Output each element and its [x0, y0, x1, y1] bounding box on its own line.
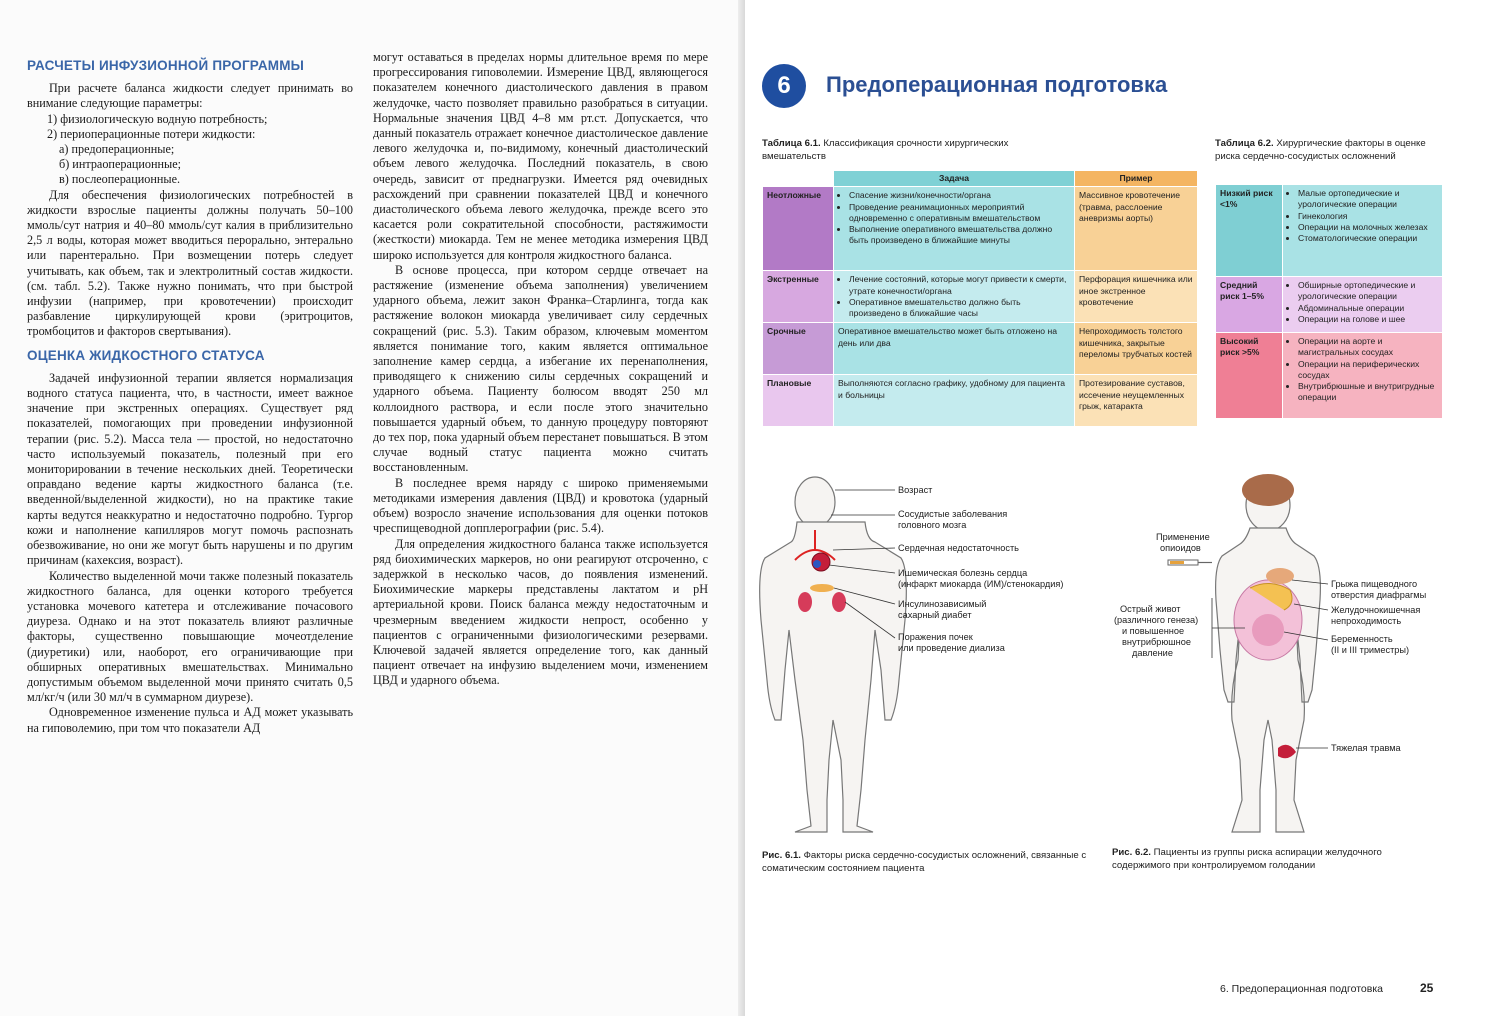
section-heading-fluid-status: ОЦЕНКА ЖИДКОСТНОГО СТАТУСА: [27, 347, 265, 363]
paragraph: Одновременное изменение пульса и АД может указывать на гиповолемию, при том что показатели АД: [27, 705, 353, 735]
table-header-task: Задача: [834, 171, 1075, 187]
table-surgical-risk-factors: [1215, 184, 1443, 419]
label-pregnancy: Беременность: [1331, 634, 1393, 644]
label-cerebrovascular: Сосудистые заболевания: [898, 509, 1008, 519]
label-kidney: Поражения почек: [898, 632, 973, 642]
chapter-number-badge: 6: [762, 64, 806, 108]
table-cell: • Операции на аорте и магистральных сосудах • Операции на периферических сосудах • Внутрибрюшные и внутригрудные операции: [1283, 333, 1443, 419]
table-cell: Протезирование суставов, иссечение неущемленных грыж, катаракта: [1075, 375, 1198, 427]
table-cell: • Обширные ортопедические и урологические операции • Абдоминальные операции • Операции на голове и шее: [1283, 277, 1443, 333]
label-acute-abdomen-5: давление: [1132, 648, 1173, 658]
paragraph: В последнее время наряду с широко применяемыми методиками измерения давления (ЦВД) и кровотока (ударный объем) возросло значение использования для оценки потоков чреспищеводной допплерографии (рис. 5.4).: [373, 475, 708, 536]
table-cell: Выполняются согласно графику, удобному для пациента и больницы: [834, 375, 1075, 427]
table-2-caption: Таблица 6.2. Хирургические факторы в оценке риска сердечно-сосудистых осложнений: [1215, 138, 1426, 162]
syringe-icon: [1168, 560, 1212, 565]
label-acute-abdomen-3: и повышенное: [1122, 626, 1185, 636]
row-label: Средний риск 1–5%: [1216, 277, 1283, 333]
row-label: Экстренные: [763, 271, 834, 323]
row-label: Высокий риск >5%: [1216, 333, 1283, 419]
figure-6-2-illustration: [1100, 470, 1460, 840]
running-footer: 6. Предоперационная подготовка: [1220, 983, 1384, 995]
kidney-icon: [798, 592, 812, 612]
left-page: [0, 0, 745, 1016]
label-ischemic: Ишемическая болезнь сердца: [898, 568, 1028, 578]
table-cell: Оперативное вмешательство может быть отложено на день или два: [834, 323, 1075, 375]
row-label: Неотложные: [763, 187, 834, 271]
table-cell: • Спасение жизни/конечности/органа • Проведение реанимационных мероприятий одновременно с оперативным вмешательством • Выполнение оперативного вмешательства должно быть произведено в ближайшие минуты: [834, 187, 1075, 271]
table-cell: • Лечение состояний, которые могут привести к смерти, утрате конечности/органа • Оперативное вмешательство должно быть произведено в ближайшие часы: [834, 271, 1075, 323]
table-cell: Массивное кровотечение (травма, расслоение аневризмы аорты): [1075, 187, 1198, 271]
list-item: 2) периоперационные потери жидкости:: [47, 126, 256, 141]
table-cell: Непроходимость толстого кишечника, закрытые переломы трубчатых костей: [1075, 323, 1198, 375]
paragraph: Для обеспечения физиологических потребностей в жидкости взрослые пациенты должны получать 50–100 ммоль/сут натрия и 40–80 ммоль/сут калия в приблизительно 2,5 л воды, которая может вводиться перорально, энтерально или парентерально. При возмещении потерь следует учитывать, как объем, так и электролитный состав жидкости. (см. табл. 5.2). Также нужно понимать, что при быстрой инфузии (например, при кровотечении) происходит разбавление циркулирующей крови (эритроцитов, тромбоцитов и факторов свертывания).: [27, 187, 353, 339]
paragraph: Задачей инфузионной терапии является нормализация водного статуса пациента, что, в частности, имеет важное значение при экстренных операциях. Существует ряд показателей, помогающих при проведении инфузионной терапии (рис. 5.2). Масса тела — простой, но недостаточно часто используемый показатель, полезный при его мониторировании в течение нескольких дней. Теоретически оправдано ведение карты жидкостного баланса (т.е. введенной/выделенной жидкости), но на практике такие карты ведутся неаккуратно и недостаточно подробно. Тургор кожи и наполнение капилляров могут помочь распознать обезвоживание, но они же могут быть нарушены и по другим причинам (кахексия, возраст).: [27, 370, 353, 568]
table-header-example: Пример: [1075, 171, 1198, 187]
label-opioids-2: опиоидов: [1160, 543, 1201, 553]
row-label: Низкий риск <1%: [1216, 185, 1283, 277]
label-acute-abdomen-2: (различного генеза): [1114, 615, 1199, 625]
label-opioids: Применение: [1156, 532, 1210, 542]
label-kidney-2: или проведение диализа: [898, 643, 1005, 653]
table-urgency-classification: [762, 170, 1198, 427]
label-pregnancy-2: (II и III триместры): [1331, 645, 1410, 655]
label-severe-trauma: Тяжелая травма: [1331, 743, 1401, 753]
label-ischemic-2: (инфаркт миокарда (ИМ)/стенокардия): [898, 579, 1064, 589]
paragraph: Для определения жидкостного баланса также используется ряд биохимических маркеров, но они реагируют отсроченно, с задержкой в несколько часов, до появления изменений. Биохимические маркеры представлены лактатом и рН артериальной крови. Поиск баланса между недостаточным и чрезмерным введением жидкости непрост, особенно у пациентов с ограниченными физиологическими резервами. Ключевой задачей является определение того, как данный пациент отвечает на инфузию выделением мочи, изменением ЦВД и ударного объема.: [373, 536, 708, 688]
label-obstruction: Желудочнокишечная: [1331, 605, 1421, 615]
list-item: 1) физиологическую водную потребность;: [47, 111, 268, 126]
kidney-icon: [832, 592, 846, 612]
table-cell: Перфорация кишечника или иное экстренное кровотечение: [1075, 271, 1198, 323]
paragraph: В основе процесса, при котором сердце отвечает на растяжение (изменение объема заполнения) увеличением ударного объема, лежит закон Франка–Старлинга, тогда как растяжение волокон миокарда увеличивает силу сердечных сокращений (рис. 5.3). Таким образом, ключевым моментом является понимание того, каким является оптимальное заполнение камер сердца, а избегание их перенаполнения, приводящего к снижению силы сердечных сокращений и ударного объема. Пациенту болюсом вводят 250 мл коллоидного раствора, и если после этого значительно повышается ударный объем, то данную процедуру повторяют до тех пор, пока ударный объем перестанет повышаться. В этом случае водный статус пациента можно считать восстановленным.: [373, 262, 708, 475]
heart-vessel-icon: [813, 560, 821, 568]
label-hiatal-hernia-2: отверстия диафрагмы: [1331, 590, 1427, 600]
left-column-2: [373, 50, 708, 689]
label-diabetes-2: сахарный диабет: [898, 610, 972, 620]
hair-shape: [1242, 474, 1294, 506]
label-age: Возраст: [898, 485, 933, 495]
list-item: в) послеоперационные.: [59, 172, 181, 187]
paragraph: При расчете баланса жидкости следует принимать во внимание следующие параметры:: [27, 81, 353, 111]
figure-6-2-caption: Рис. 6.2. Пациенты из группы риска аспирации желудочного содержимого при контролируемом голодании: [1112, 847, 1382, 871]
section-heading-infusion: РАСЧЕТЫ ИНФУЗИОННОЙ ПРОГРАММЫ: [27, 58, 305, 73]
fetus-icon: [1252, 614, 1284, 646]
page-number: 25: [1420, 981, 1434, 995]
label-hiatal-hernia: Грыжа пищеводного: [1331, 579, 1418, 589]
label-heart-failure: Сердечная недостаточность: [898, 543, 1019, 553]
figure-6-1-caption: Рис. 6.1. Факторы риска сердечно-сосудистых осложнений, связанные с соматическим состоянием пациента: [762, 850, 1087, 874]
label-diabetes: Инсулинозависимый: [898, 599, 987, 609]
paragraph: Количество выделенной мочи также полезный показатель жидкостного баланса, для оценки которого требуется установка мочевого катетера и отслеживание почасового диуреза. Однако и на этот показатель влияют различные факторы, существенно повышающие мочеотделение (диуретики) или, наоборот, его ограничивающие при обширных оперативных вмешательствах. Минимально допустимым объемом выделенной мочи принято считать 0,5 мл/кг/ч (или 30 мл/ч в суммарном диурезе).: [27, 568, 353, 705]
label-cerebrovascular-2: головного мозга: [898, 520, 967, 530]
row-label: Плановые: [763, 375, 834, 427]
list-item: б) интраоперационные;: [59, 157, 182, 172]
table-cell: • Малые ортопедические и урологические операции • Гинекология • Операции на молочных железах • Стоматологические операции: [1283, 185, 1443, 277]
left-column-1: [27, 58, 353, 736]
label-acute-abdomen: Острый живот: [1120, 604, 1181, 614]
paragraph: могут оставаться в пределах нормы длительное время по мере прогрессирования гиповолемии. Измерение ЦВД, являющегося показателем конечного диастолического давления в правом желудочке, часто позволяет правильно разобраться в ситуации. Нормальные значения ЦВД 4–8 мм рт.ст. Допускается, что данный показатель отражает конечное диастолическое давление левого желудочка и, по-видимому, конечный диастолический объем левого желудочка. Последний показатель, в свою очередь, зависит от преднагрузки. Имеется ряд очевидных расхождений при сравнении показателей ЦВД и конечного диастолического объема левого желудочка, прежде всего это касается роли сократительной способности, растяжимости (жесткости) миокарда. Тем не менее методика измерения ЦВД широко используется для контроля жидкостного баланса.: [373, 50, 708, 262]
label-obstruction-2: непроходимость: [1331, 616, 1402, 626]
figure-6-1-illustration: [755, 470, 1115, 840]
label-acute-abdomen-4: внутрибрюшное: [1122, 637, 1191, 647]
chapter-title: Предоперационная подготовка: [826, 72, 1168, 97]
row-label: Срочные: [763, 323, 834, 375]
male-figure-outline: [760, 477, 907, 832]
list-item: а) предоперационные;: [59, 142, 175, 157]
pancreas-icon: [810, 584, 834, 592]
stomach-icon: [1266, 568, 1294, 584]
table-1-caption: Таблица 6.1. Классификация срочности хирургических вмешательств: [762, 138, 1009, 162]
